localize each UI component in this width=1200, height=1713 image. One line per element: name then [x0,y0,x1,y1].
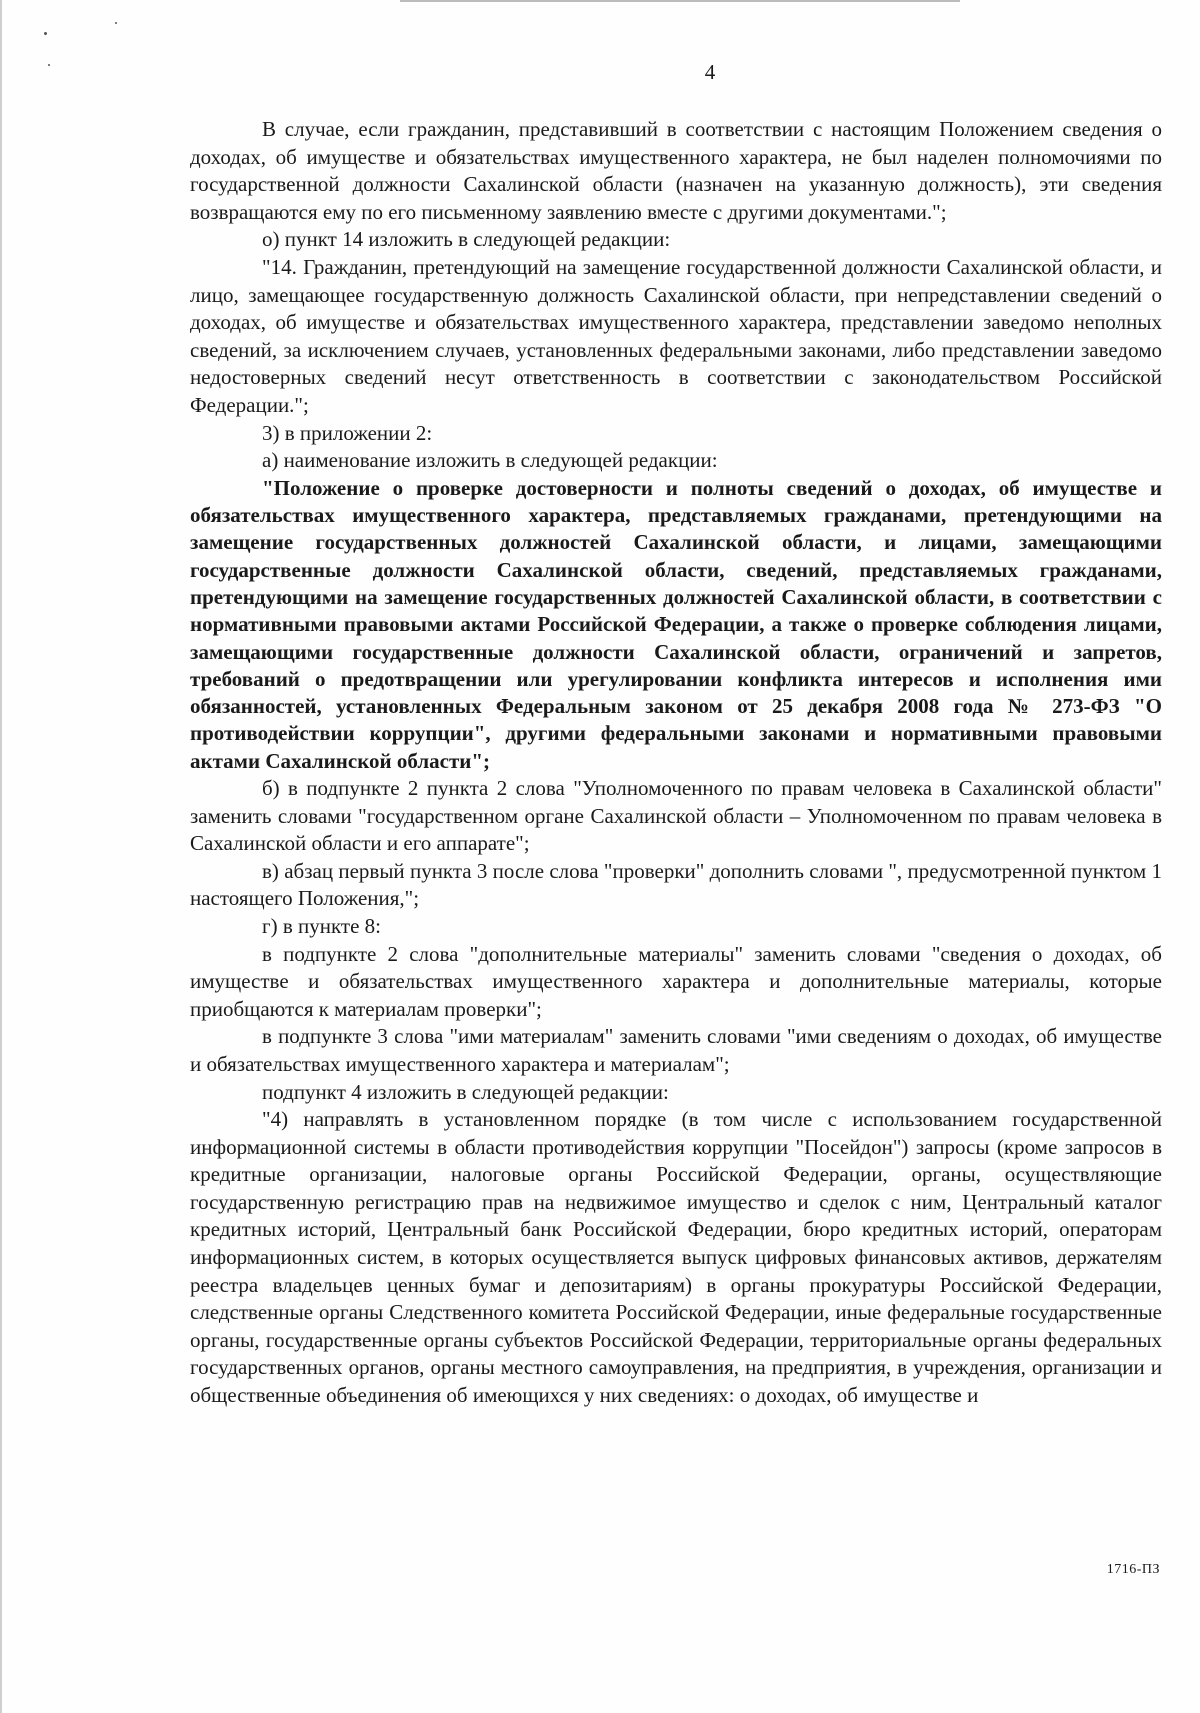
page-number: 4 [704,60,716,84]
paragraph: о) пункт 14 изложить в следующей редакции: [262,227,671,252]
scan-edge-left [0,0,2,1713]
scan-speck [48,64,50,66]
paragraph: г) в пункте 8: [262,913,382,938]
paragraph: в подпункте 2 слова "дополнительные материалы" заменить словами "сведения о доходах, об имуществе и обязательствах имущественного характера и дополнительные материалы, которые приобщаются к материалам проверки"; [190,941,1162,1021]
regulation-title-paragraph: "Положение о проверке достоверности и полноты сведений о доходах, об имуществе и обязательствах имущественного характера, представляемых гражданами, претендующими на замещение государственных должностей Сахалинской области, и лицами, замещающими государственные должности Сахалинской области, сведений, представляемых гражданами, претендующими на замещение государственных должностей Сахалинской области, в соответствии с нормативными правовыми актами Российской Федерации, а также о проверке соблюдения лицами, замещающими государственные должности Сахалинской области, ограничений и запретов, требований о предотвращении или урегулировании конфликта интересов и исполнения ими обязанностей, установленных Федеральным законом от 25 декабря 2008 года № 273-ФЗ "О противодействии коррупции", другими федеральными законами и нормативными правовыми актами Сахалинской области"; [190,475,1162,773]
paragraph: б) в подпункте 2 пункта 2 слова "Уполномоченного по правам человека в Сахалинской области" заменить словами "государственном органе Сахалинской области – Уполномоченном по правам человека в Сахалинской области и его аппарате"; [190,775,1162,856]
document-body [190,116,1162,1410]
paragraph: в подпункте 3 слова "ими материалам" заменить словами "ими сведениям о доходах, об имуществе и обязательствах имущественного характера и материалам"; [190,1024,1162,1076]
paragraph: В случае, если гражданин, представивший в соответствии с настоящим Положением сведения о доходах, об имуществе и обязательствах имущественного характера, не был наделен полномочиями по государственной должности Сахалинской области (назначен на указанную должность), эти сведения возвращаются ему по его письменному заявлению вместе с другими документами."; [190,117,1162,224]
paragraph: подпункт 4 изложить в следующей редакции: [262,1079,669,1104]
paragraph: в) абзац первый пункта 3 после слова "проверки" дополнить словами ", предусмотренной пунктом 1 настоящего Положения,"; [190,858,1162,911]
paragraph: "4) направлять в установленном порядке (в том числе с использованием государственной информационной системы в области противодействия коррупции "Посейдон") запросы (кроме запросов в кредитные организации, налоговые органы Российской Федерации, органы, осуществляющие государственную регистрацию прав на недвижимое имущество и сделок с ним, Центральный каталог кредитных историй, Центральный банк Российской Федерации, бюро кредитных историй, операторам информационных систем, в которых осуществляется выпуск цифровых финансовых активов, держателям реестра владельцев ценных бумаг и депозитариям) в органы прокуратуры Российской Федерации, следственные органы Следственного комитета Российской Федерации, иные федеральные государственные органы, государственные органы субъектов Российской Федерации, территориальные органы федеральных государственных органов, органы местного самоуправления, на предприятия, в учреждения, организации и общественные объединения об имеющихся у них сведениях: о доходах, об имуществе и [190,1107,1162,1408]
scan-speck [115,22,117,24]
paragraph: "14. Гражданин, претендующий на замещение государственной должности Сахалинской области, и лицо, замещающее государственную должность Сахалинской области, при непредставлении сведений о доходах, об имуществе и обязательствах имущественного характера, представлении заведомо неполных сведений, за исключением случаев, установленных федеральными законами, либо представлении заведомо недостоверных сведений несут ответственность в соответствии с законодательством Российской Федерации."; [190,254,1162,417]
scan-speck [44,32,47,35]
paragraph: а) наименование изложить в следующей редакции: [262,448,718,473]
scan-edge-top [400,0,960,2]
document-code: 1716-ПЗ [1106,1562,1160,1577]
paragraph: 3) в приложении 2: [262,420,433,445]
